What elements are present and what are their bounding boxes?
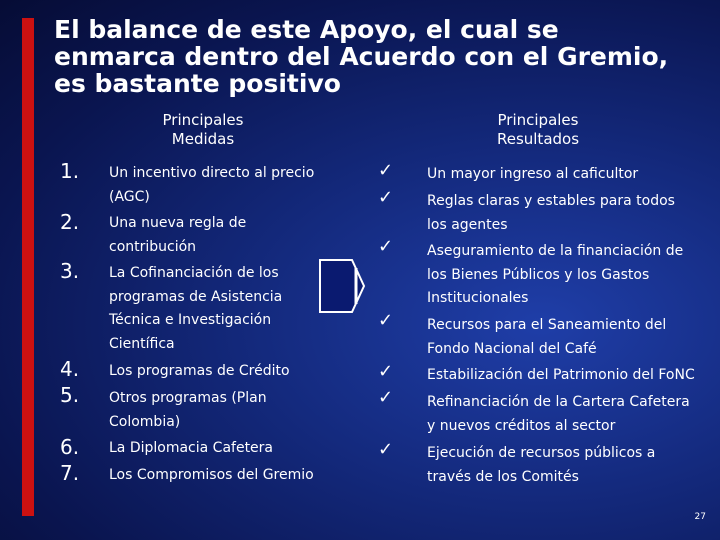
title-line: El balance de este Apoyo, el cual se [54,15,559,44]
result-item [427,190,675,237]
result-line: los Bienes Públicos y los Gastos [427,266,650,283]
measures-header [128,111,278,149]
result-line: Refinanciación de la Cartera Cafetera [427,394,690,410]
result-line: Estabilización del Patrimonio del FoNC [427,367,695,383]
measure-item [109,437,273,461]
item-number: 3. [60,259,80,283]
checkmark-icon: ✓ [378,310,394,331]
checkmark-icon: ✓ [378,187,394,208]
result-line: Recursos para el Saneamiento del [427,317,667,333]
slide-title [54,16,714,97]
result-line: Fondo Nacional del Café [427,340,597,357]
checkmark-icon: ✓ [378,361,394,382]
measure-item [109,387,267,434]
item-number: 4. [60,357,80,381]
arrow-right-icon [318,250,366,322]
result-line: Aseguramiento de la financiación de [427,243,684,259]
title-line: enmarca dentro del Acuerdo con el Gremio, [54,42,669,71]
accent-bar [22,18,34,516]
measure-line: programas de Asistencia [109,288,283,305]
measure-item [109,162,314,209]
measure-line: Colombia) [109,413,181,430]
result-line: través de los Comités [427,468,579,485]
measure-line: La Cofinanciación de los [109,265,279,281]
item-number: 7. [60,461,80,485]
measure-line: La Diplomacia Cafetera [109,440,274,456]
results-header [463,111,613,149]
result-item [427,314,666,361]
measure-line: Científica [109,335,175,352]
measure-item [109,212,246,259]
result-item [427,240,683,311]
result-item [427,442,655,489]
result-item [427,364,695,388]
checkmark-icon: ✓ [378,236,394,257]
measure-line: Los programas de Crédito [109,363,290,379]
checkmark-icon: ✓ [378,439,394,460]
measure-line: contribución [109,238,197,255]
result-line: los agentes [427,216,508,233]
measure-line: (AGC) [109,188,150,205]
measures-header-line: Medidas [171,130,235,148]
measure-line: Una nueva regla de [109,215,247,231]
measures-header-line: Principales [162,111,244,129]
item-number: 2. [60,210,80,234]
page-number: 27 [694,512,706,522]
result-line: Institucionales [427,290,529,306]
title-line: es bastante positivo [54,69,341,98]
result-line: Reglas claras y estables para todos [427,193,675,209]
measure-line: Técnica e Investigación [109,312,272,328]
item-number: 1. [60,159,80,183]
measure-item [109,360,290,384]
result-line: Ejecución de recursos públicos a [427,445,656,461]
results-header-line: Principales [497,111,579,129]
result-item [427,391,690,438]
measure-item [109,464,314,488]
measure-line: Los Compromisos del Gremio [109,467,314,483]
checkmark-icon: ✓ [378,387,394,408]
checkmark-icon: ✓ [378,160,394,181]
measure-line: Otros programas (Plan [109,390,267,406]
result-line: Un mayor ingreso al caficultor [427,166,639,182]
item-number: 6. [60,435,80,459]
result-line: y nuevos créditos al sector [427,417,616,434]
item-number: 5. [60,383,80,407]
result-item [427,163,638,187]
measure-item [109,262,282,356]
measure-line: Un incentivo directo al precio [109,165,315,181]
results-header-line: Resultados [496,130,580,148]
